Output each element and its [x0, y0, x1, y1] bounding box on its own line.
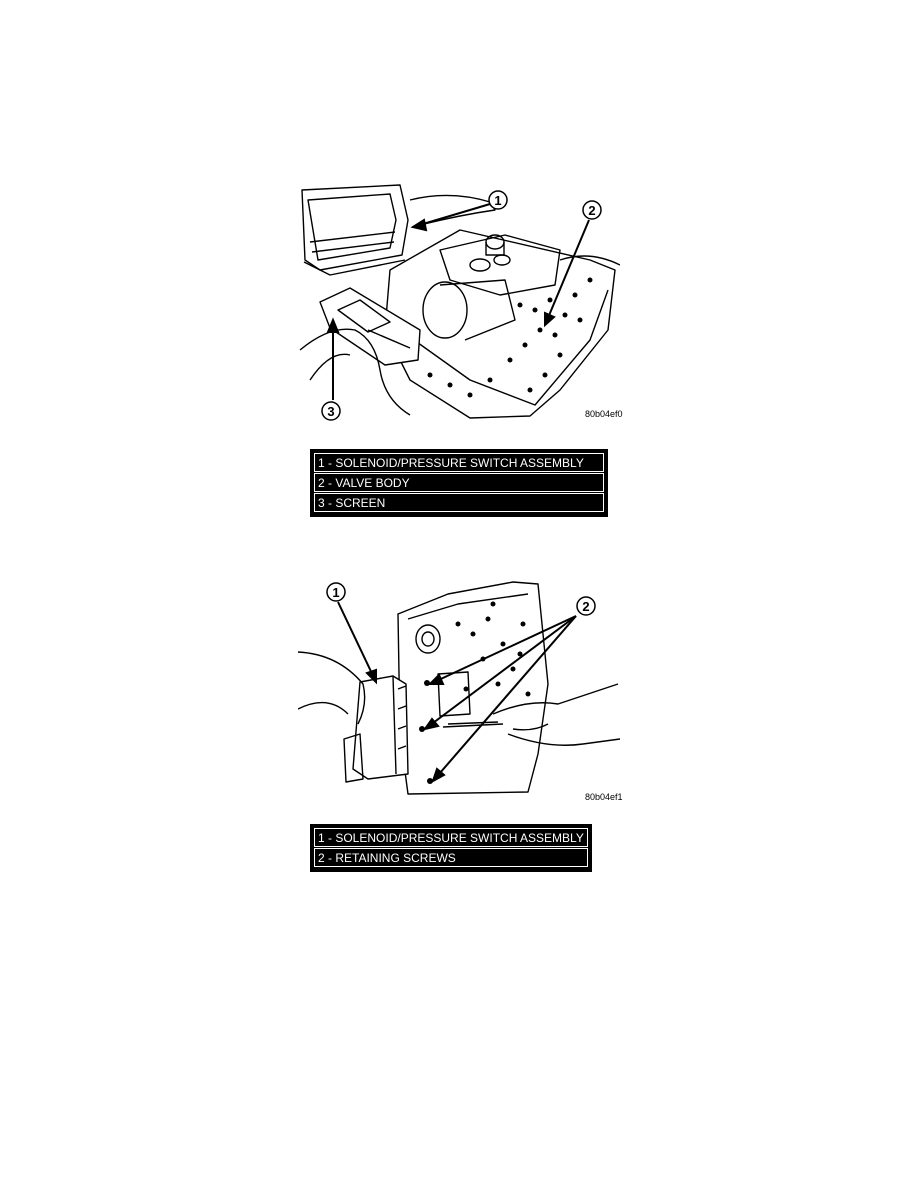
- callout-number: 3: [327, 404, 335, 419]
- callout-number: 2: [588, 203, 596, 218]
- legend-item: 3 - SCREEN: [314, 493, 604, 512]
- callout-number: 2: [582, 599, 590, 614]
- figure-1-code: 80b04ef0: [585, 409, 623, 419]
- callout-number: 1: [332, 585, 340, 600]
- callout-2: [577, 597, 595, 615]
- callout-number: 1: [494, 193, 502, 208]
- figure-1-legend: [310, 449, 608, 517]
- figure-2-legend: [310, 824, 592, 872]
- figure-2-illustration: [298, 574, 620, 796]
- valve-body-screen-drawing: [290, 180, 620, 425]
- legend-item: 1 - SOLENOID/PRESSURE SWITCH ASSEMBLY: [314, 828, 588, 847]
- solenoid-retaining-screws-drawing: [298, 574, 620, 796]
- callout-3: [322, 402, 340, 420]
- callout-1: [327, 583, 345, 601]
- legend-item: 2 - VALVE BODY: [314, 473, 604, 492]
- legend-item: 2 - RETAINING SCREWS: [314, 848, 588, 867]
- legend-item: 1 - SOLENOID/PRESSURE SWITCH ASSEMBLY: [314, 453, 604, 472]
- figure-2-code: 80b04ef1: [585, 792, 623, 802]
- callout-1: [489, 191, 507, 209]
- figure-1-illustration: [290, 180, 620, 425]
- callout-2: [583, 201, 601, 219]
